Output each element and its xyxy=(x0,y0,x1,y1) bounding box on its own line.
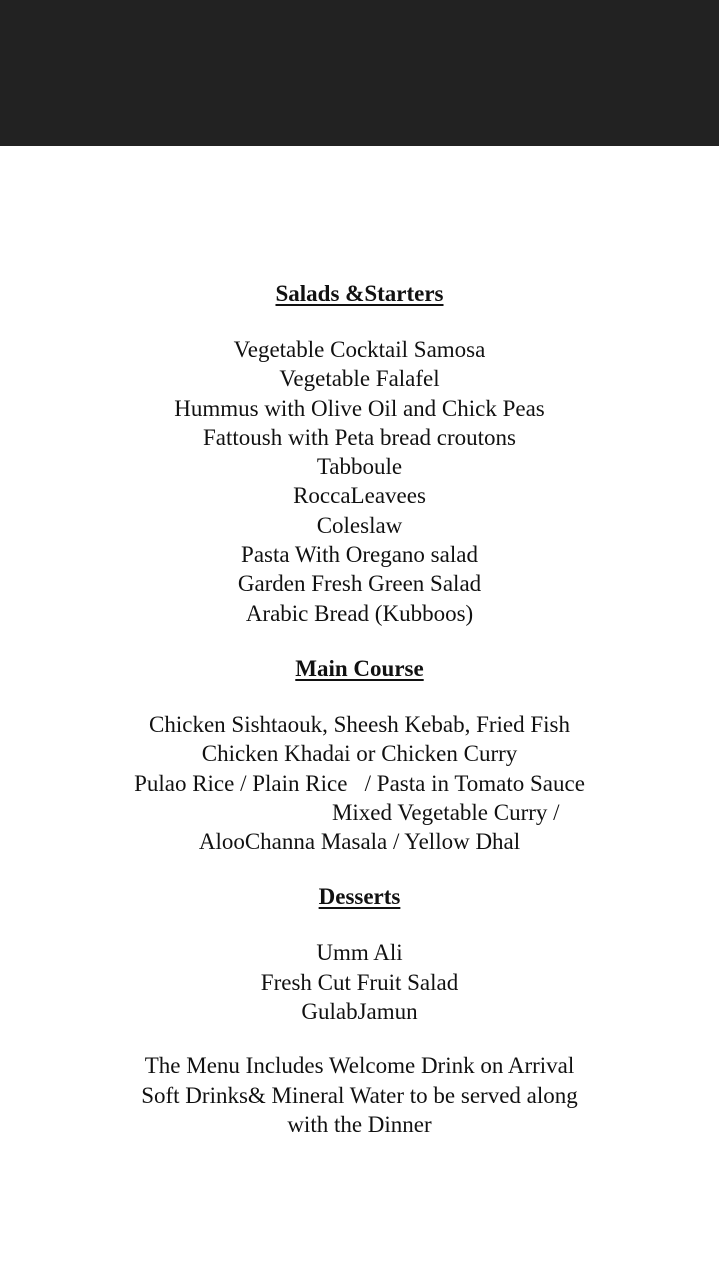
top-bar xyxy=(0,0,719,146)
section-desserts xyxy=(0,881,719,1026)
menu-item: Hummus with Olive Oil and Chick Peas xyxy=(174,395,545,421)
section-title: Main Course xyxy=(295,655,424,681)
menu-item: Mixed Vegetable Curry / xyxy=(159,799,560,825)
menu-item: Vegetable Falafel xyxy=(279,366,440,392)
menu-item: Vegetable Cocktail Samosa xyxy=(233,337,486,362)
menu-item: Chicken Sishtaouk, Sheesh Kebab, Fried Fish xyxy=(149,711,570,737)
menu-item: RoccaLeavees xyxy=(293,483,426,509)
menu-item: Chicken Khadai or Chicken Curry xyxy=(201,741,518,767)
menu-item: Pasta With Oregano salad xyxy=(241,542,478,568)
menu-item: Pulao Rice / Plain Rice / Pasta in Tomato Sauce xyxy=(134,770,585,796)
note-line: with the Dinner xyxy=(287,1111,432,1137)
section-title: Desserts xyxy=(318,884,401,910)
menu-item: AlooChanna Masala / Yellow Dhal xyxy=(198,829,521,855)
menu-item: Arabic Bread (Kubboos) xyxy=(245,600,474,626)
menu-item: Fresh Cut Fruit Salad xyxy=(260,969,459,995)
menu-note xyxy=(0,1051,719,1139)
menu-item: Fattoush with Peta bread croutons xyxy=(202,424,516,450)
section-main-course xyxy=(0,653,719,856)
note-line: Soft Drinks& Mineral Water to be served along xyxy=(141,1082,578,1108)
menu-item: Tabboule xyxy=(316,454,403,480)
menu-item: GulabJamun xyxy=(301,999,418,1025)
menu-item: Garden Fresh Green Salad xyxy=(237,571,482,597)
menu-item: Coleslaw xyxy=(316,512,403,538)
menu-item: Umm Ali xyxy=(316,940,403,966)
section-salads-starters xyxy=(0,278,719,628)
note-line: The Menu Includes Welcome Drink on Arrival xyxy=(144,1053,575,1079)
section-title: Salads &Starters xyxy=(275,281,444,306)
menu-document xyxy=(0,278,719,1139)
